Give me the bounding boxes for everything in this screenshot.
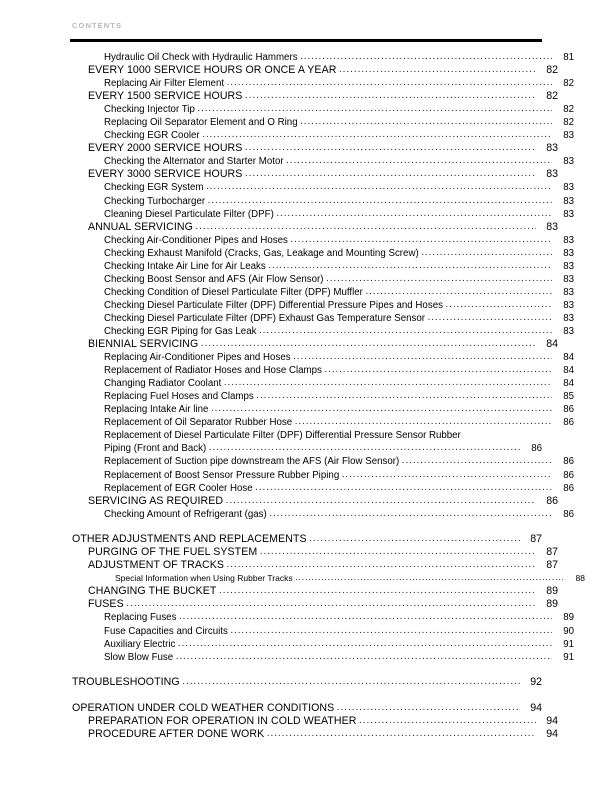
toc-page-number: 83	[563, 260, 574, 272]
toc-leader-dots	[256, 389, 552, 402]
toc-leader-dots	[269, 507, 552, 520]
toc-leader-dots	[300, 115, 552, 128]
toc-page-number: 89	[546, 598, 558, 611]
toc-leader-dots	[428, 311, 552, 324]
toc-entry-title: Checking EGR Cooler	[104, 130, 200, 142]
toc-leader-dots	[260, 545, 536, 558]
toc-leader-dots	[176, 650, 552, 663]
toc-entry-title: Replacement of Radiator Hoses and Hose Clamps	[104, 365, 322, 377]
toc-leader-dots	[309, 532, 520, 545]
toc-leader-dots	[324, 363, 552, 376]
table-of-contents	[72, 51, 585, 741]
toc-entry-title: Checking Diesel Particulate Filter (DPF) Differential Pressure Pipes and Hoses	[104, 299, 443, 311]
toc-entry-title: Special Information when Using Rubber Tracks	[115, 573, 293, 584]
toc-entry-title: Checking Intake Air Line for Air Leaks	[104, 260, 266, 272]
toc-page-number: 89	[563, 612, 574, 624]
toc-leader-dots	[300, 50, 552, 63]
toc-leader-dots	[226, 494, 536, 507]
toc-entry-title: Replacement of Boost Sensor Pressure Rubber Piping	[104, 469, 340, 481]
toc-entry-title: Replacement of EGR Cooler Hose	[104, 482, 253, 494]
toc-entry-title: PROCEDURE AFTER DONE WORK	[88, 727, 265, 740]
toc-entry-title: Cleaning Diesel Particulate Filter (DPF)	[104, 208, 274, 220]
toc-page-number: 83	[563, 156, 574, 168]
toc-entry-title: EVERY 1500 SERVICE HOURS	[88, 90, 243, 103]
toc-page-number: 87	[530, 533, 542, 546]
toc-page-number: 82	[563, 117, 574, 129]
toc-entry[interactable]	[72, 429, 542, 455]
toc-entry-title: PREPARATION FOR OPERATION IN COLD WEATHER	[88, 714, 357, 727]
toc-entry-title: Replacement of Diesel Particulate Filter (DPF) Differential Pressure Sensor Rubber	[104, 430, 461, 442]
toc-entry-title: Replacing Air-Conditioner Pipes and Hoses	[104, 352, 291, 364]
toc-entry[interactable]	[72, 508, 574, 521]
toc-leader-dots	[178, 637, 552, 650]
toc-entry-title: Slow Blow Fuse	[104, 651, 174, 663]
toc-entry-title: Checking Diesel Particulate Filter (DPF) Exhaust Gas Temperature Sensor	[104, 312, 426, 324]
toc-page-number: 83	[546, 168, 558, 181]
toc-leader-dots	[402, 454, 552, 467]
toc-page-number: 85	[563, 391, 574, 403]
toc-entry-title: Replacing Fuel Hoses and Clamps	[104, 391, 254, 403]
toc-leader-dots	[245, 89, 536, 102]
toc-entry-title: Fuse Capacities and Circuits	[104, 625, 228, 637]
toc-entry-title: Replacing Fuses	[104, 612, 177, 624]
toc-entry[interactable]	[72, 676, 542, 689]
toc-leader-dots	[245, 167, 536, 180]
toc-leader-dots	[182, 675, 520, 688]
toc-leader-dots	[342, 468, 552, 481]
toc-leader-dots	[202, 128, 552, 141]
toc-leader-dots	[126, 597, 536, 610]
toc-entry-title: Checking Boost Sensor and AFS (Air Flow Sensor)	[104, 273, 324, 285]
toc-page-number: 86	[563, 456, 574, 468]
toc-page-number: 86	[563, 404, 574, 416]
toc-entry-title: Checking EGR System	[104, 182, 204, 194]
toc-page-number: 92	[530, 676, 542, 689]
toc-page-number: 89	[546, 585, 558, 598]
toc-page-number: 94	[546, 727, 558, 740]
toc-page-number: 83	[563, 182, 574, 194]
toc-leader-dots	[255, 481, 552, 494]
toc-entry-title: Changing Radiator Coolant	[104, 378, 222, 390]
toc-entry-title: Replacement of Oil Separator Rubber Hose	[104, 417, 293, 429]
toc-page-number: 91	[563, 638, 574, 650]
toc-leader-dots	[268, 259, 552, 272]
toc-entry-title: ANNUAL SERVICING	[88, 220, 193, 233]
toc-leader-dots	[206, 180, 552, 193]
toc-entry-title: Checking EGR Piping for Gas Leak	[104, 325, 257, 337]
toc-page-number: 83	[563, 195, 574, 207]
toc-page-number: 91	[563, 651, 574, 663]
toc-entry-title: Replacement of Suction pipe downstream the AFS (Air Flow Sensor)	[104, 456, 400, 468]
toc-page-number: 86	[546, 494, 558, 507]
toc-entry-title: Checking Amount of Refrigerant (gas)	[104, 508, 267, 520]
toc-page-number: 82	[546, 90, 558, 103]
toc-leader-dots	[230, 624, 552, 637]
toc-page-number: 83	[563, 299, 574, 311]
toc-leader-dots	[445, 298, 552, 311]
toc-leader-dots	[245, 141, 536, 154]
toc-leader-dots	[227, 76, 552, 89]
page-header	[72, 20, 540, 31]
toc-entry-title: ADJUSTMENT OF TRACKS	[88, 559, 224, 572]
toc-page-number: 86	[563, 417, 574, 429]
toc-page-number: 84	[546, 338, 558, 351]
toc-leader-dots	[421, 246, 552, 259]
toc-page-number: 83	[563, 273, 574, 285]
toc-entry-title: Auxiliary Electric	[104, 638, 176, 650]
toc-leader-dots	[286, 154, 552, 167]
toc-leader-dots	[209, 441, 520, 454]
toc-leader-dots	[276, 207, 552, 220]
toc-entry-title: PURGING OF THE FUEL SYSTEM	[88, 546, 258, 559]
toc-entry-title: Checking Injector Tip	[104, 104, 195, 116]
toc-entry-title: FUSES	[88, 598, 124, 611]
toc-leader-dots	[293, 350, 552, 363]
toc-page-number: 87	[546, 546, 558, 559]
toc-page-number: 83	[546, 142, 558, 155]
toc-leader-dots	[224, 376, 552, 389]
toc-page-number: 86	[563, 469, 574, 481]
toc-page-number: 83	[563, 130, 574, 142]
toc-leader-dots	[219, 584, 536, 597]
toc-entry-title: CHANGING THE BUCKET	[88, 585, 217, 598]
toc-leader-dots	[365, 285, 552, 298]
toc-entry[interactable]	[72, 651, 574, 664]
header-rule	[70, 39, 542, 42]
toc-entry-title: EVERY 3000 SERVICE HOURS	[88, 168, 243, 181]
toc-entry-title: TROUBLESHOOTING	[72, 676, 180, 689]
toc-page-number: 87	[546, 559, 558, 572]
toc-page-number: 86	[563, 482, 574, 494]
toc-entry-title: OTHER ADJUSTMENTS AND REPLACEMENTS	[72, 533, 307, 546]
toc-entry-title: Replacing Intake Air line	[104, 404, 209, 416]
toc-leader-dots	[201, 337, 536, 350]
toc-entry-title: Checking Turbocharger	[104, 195, 206, 207]
toc-entry-title: EVERY 1000 SERVICE HOURS OR ONCE A YEAR	[88, 64, 337, 77]
toc-leader-dots	[326, 272, 552, 285]
toc-leader-dots	[197, 102, 552, 115]
toc-entry-title-cont: Piping (Front and Back)	[104, 443, 207, 455]
toc-page-number: 90	[563, 625, 574, 637]
toc-entry[interactable]	[72, 416, 574, 429]
toc-leader-dots	[211, 402, 552, 415]
toc-leader-dots	[208, 194, 552, 207]
toc-page-number: 82	[563, 104, 574, 116]
toc-page-number: 83	[563, 234, 574, 246]
toc-page-number: 83	[563, 325, 574, 337]
toc-leader-dots	[290, 233, 552, 246]
toc-entry-title: Checking Exhaust Manifold (Cracks, Gas, Leakage and Mounting Screw)	[104, 247, 419, 259]
toc-leader-dots	[227, 558, 537, 571]
toc-page-number: 86	[531, 443, 542, 455]
toc-leader-dots	[267, 727, 536, 740]
toc-page-number: 81	[563, 52, 574, 63]
toc-entry[interactable]	[72, 728, 558, 741]
toc-entry-title: SERVICING AS REQUIRED	[88, 494, 224, 507]
toc-page-number: 86	[563, 508, 574, 520]
toc-page-number: 84	[563, 378, 574, 390]
toc-page-number: 88	[575, 573, 585, 584]
toc-page-number: 94	[546, 714, 558, 727]
toc-page-number: 83	[546, 220, 558, 233]
toc-entry-title: Checking Condition of Diesel Particulate Filter (DPF) Muffler	[104, 286, 363, 298]
toc-entry-title: Hydraulic Oil Check with Hydraulic Hammers	[104, 52, 298, 63]
toc-page-number: 83	[563, 286, 574, 298]
header-label: CONTENTS	[72, 21, 123, 30]
toc-leader-dots	[339, 63, 536, 76]
toc-leader-dots	[195, 220, 536, 233]
toc-page-number: 82	[546, 64, 558, 77]
toc-leader-dots	[259, 324, 552, 337]
toc-page-number: 82	[563, 78, 574, 90]
toc-entry-title: OPERATION UNDER COLD WEATHER CONDITIONS	[72, 701, 335, 714]
toc-leader-dots	[337, 701, 520, 714]
toc-leader-dots	[359, 714, 536, 727]
toc-entry-title: Replacing Air Filter Element	[104, 78, 225, 90]
toc-leader-dots	[295, 571, 563, 584]
toc-entry-title: EVERY 2000 SERVICE HOURS	[88, 142, 243, 155]
toc-entry-title: BIENNIAL SERVICING	[88, 338, 199, 351]
toc-page-number: 83	[563, 247, 574, 259]
toc-page-number: 84	[563, 365, 574, 377]
toc-page-number: 83	[563, 312, 574, 324]
toc-entry-title: Replacing Oil Separator Element and O Ring	[104, 117, 298, 129]
toc-page-number: 94	[530, 701, 542, 714]
toc-leader-dots	[295, 415, 552, 428]
toc-leader-dots	[179, 610, 552, 623]
toc-page-number: 84	[563, 352, 574, 364]
toc-page-number: 83	[563, 208, 574, 220]
toc-entry-title: Checking the Alternator and Starter Motor	[104, 156, 284, 168]
toc-entry-title: Checking Air-Conditioner Pipes and Hoses	[104, 234, 288, 246]
